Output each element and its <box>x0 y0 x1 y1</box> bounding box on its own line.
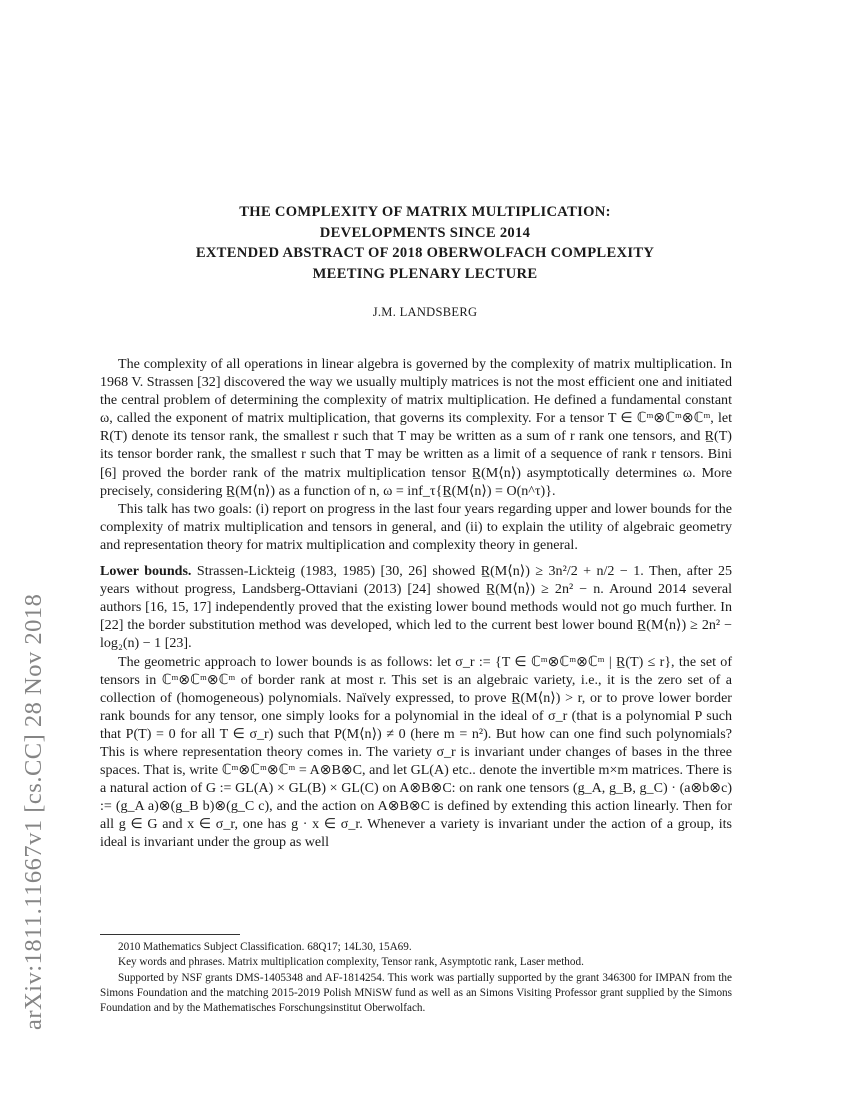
title-line: THE COMPLEXITY OF MATRIX MULTIPLICATION: <box>239 204 611 220</box>
footnote-rule <box>100 934 240 935</box>
body-paragraph-text: Strassen-Lickteig (1983, 1985) [30, 26] showed R̲(M⟨n⟩) ≥ 3n²/2 + n/2 − 1. Then, after 25 years without progress, Landsberg-Ottaviani (2013) [24] showed R̲(M⟨n⟩) ≥ 2n² − n. Around 2014 several authors [16, 15, 17] independently proved that the existing lower bound methods would not go much further. In [22] the border substitution method was developed, which led to the current best lower bound R̲(M⟨n⟩) ≥ 2n² − log₂(n) − 1 [23]. <box>100 563 732 652</box>
paper-body <box>100 355 732 852</box>
title-line: MEETING PLENARY LECTURE <box>312 265 538 282</box>
title-line: EXTENDED ABSTRACT OF 2018 OBERWOLFACH COMPLEXITY <box>195 245 655 262</box>
footnotes <box>100 934 732 1016</box>
paper-title <box>100 202 750 284</box>
section-lower-bounds <box>100 562 732 652</box>
body-paragraph: The geometric approach to lower bounds is as follows: let σ_r := {T ∈ ℂᵐ⊗ℂᵐ⊗ℂᵐ | R̲(T) ≤ r}, the set of tensors in ℂᵐ⊗ℂᵐ⊗ℂᵐ of border rank at most r. This set is an algebraic variety, i.e., it is the zero set of a collection of (homogeneous) polynomials. Naïvely expressed, to prove R̲(M⟨n⟩) > r, or to prove lower border rank bounds for any tensor, one simply looks for a polynomial in the ideal of σ_r (that is a polynomial P such that P(T) = 0 for all T ∈ σ_r) such that P(M⟨n⟩) ≠ 0 (here m = n²). But how can one find such polynomials? This is where representation theory comes in. The variety σ_r is invariant under changes of bases in the three spaces. That is, write ℂᵐ⊗ℂᵐ⊗ℂᵐ = A⊗B⊗C, and let GL(A) etc.. denote the invertible m×m matrices. There is a natural action of G := GL(A) × GL(B) × GL(C) on A⊗B⊗C: on rank one tensors (g_A, g_B, g_C) · (a⊗b⊗c) := (g_A a)⊗(g_B b)⊗(g_C c), and the action on A⊗B⊗C is defined by extending this action linearly. Then for all g ∈ G and x ∈ σ_r, one has g · x ∈ σ_r. Whenever a variety is invariant under the action of a group, its ideal is invariant under the group as well <box>100 653 732 851</box>
arxiv-identifier-stamp: arXiv:1811.11667v1 [cs.CC] 28 Nov 2018 <box>20 593 47 1030</box>
paper-author: J.M. LANDSBERG <box>372 305 478 319</box>
section-heading: Lower bounds. <box>100 563 192 580</box>
body-paragraph: The complexity of all operations in linear algebra is governed by the complexity of matrix multiplication. In 1968 V. Strassen [32] discovered the way we usually multiply matrices is not the most efficient one and initiated the central problem of determining the complexity of matrix multiplication. He defined a fundamental constant ω, called the exponent of matrix multiplication, that governs its complexity. For a tensor T ∈ ℂᵐ⊗ℂᵐ⊗ℂᵐ, let R(T) denote its tensor rank, the smallest r such that T may be written as a sum of r rank one tensors, and R̲(T) its tensor border rank, the smallest r such that T may be written as a limit of a sequence of rank r tensors. Bini [6] proved the border rank of the matrix multiplication tensor R̲(M⟨n⟩) asymptotically determines ω. More precisely, considering R̲(M⟨n⟩) as a function of n, ω = inf_τ{R̲(M⟨n⟩) = O(n^τ)}. <box>100 356 732 499</box>
footnote-msc: 2010 Mathematics Subject Classification. 68Q17; 14L30, 15A69. <box>118 941 412 953</box>
footnote-keywords: Key words and phrases. Matrix multiplication complexity, Tensor rank, Asymptotic rank, Laser method. <box>118 956 584 969</box>
footnote-support: Supported by NSF grants DMS-1405348 and AF-1814254. This work was partially supported by the grant 346300 for IMPAN from the Simons Foundation and the matching 2015-2019 Polish MNiSW fund as well as an Simons Visiting Professor grant supplied by the Simons Foundation and by the Mathematisches Forschungsinstitut Oberwolfach. <box>100 971 732 1015</box>
body-paragraph: This talk has two goals: (i) report on progress in the last four years regarding upper and lower bounds for the complexity of matrix multiplication and tensors in general, and (ii) to explain the utility of algebraic geometry and representation theory for matrix multiplication and complexity theory in general. <box>100 500 732 553</box>
title-line: DEVELOPMENTS SINCE 2014 <box>319 224 531 241</box>
